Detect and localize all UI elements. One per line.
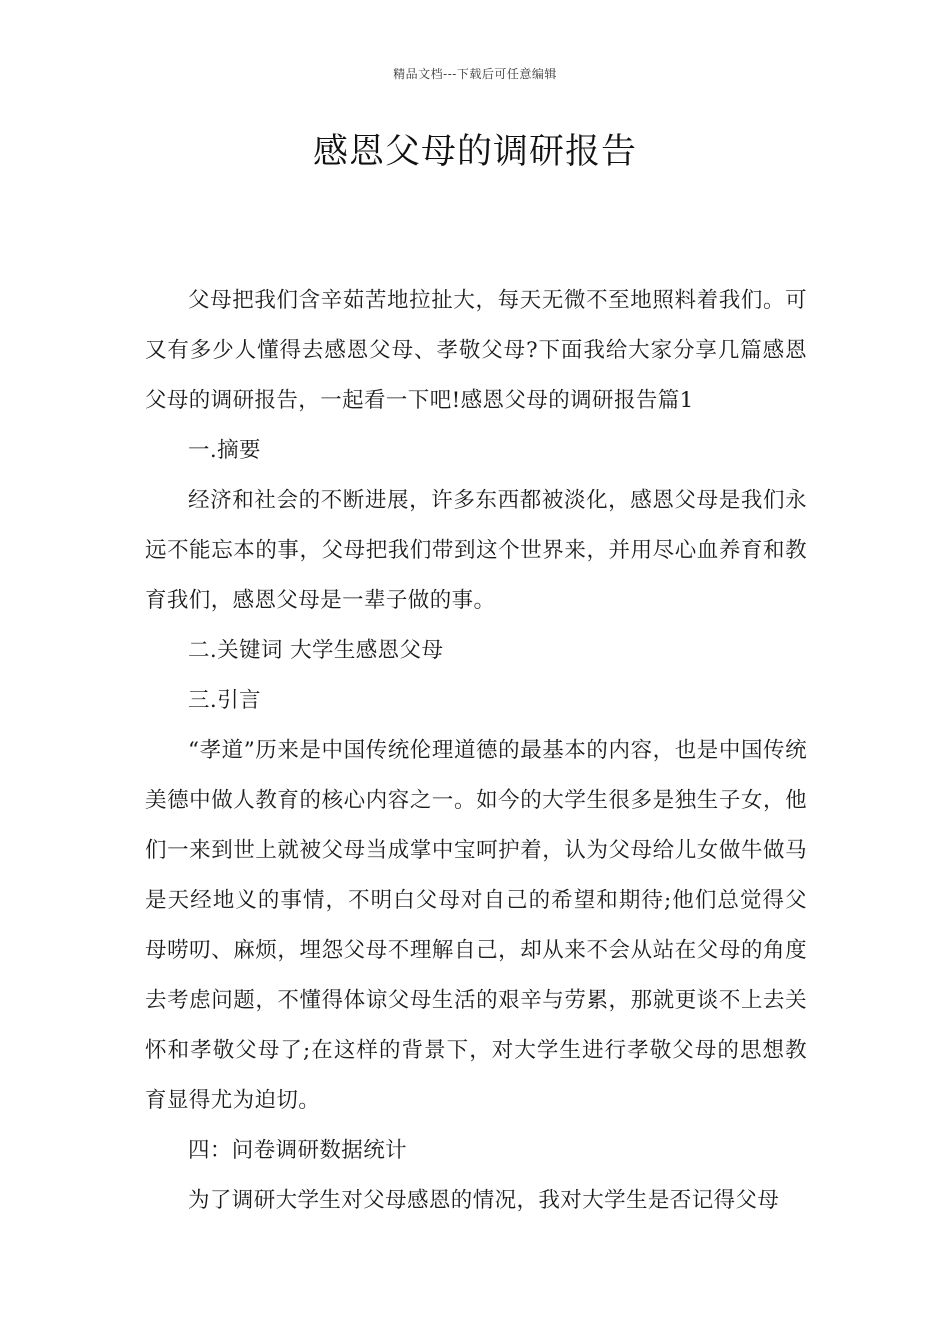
paragraph-intro: 父母把我们含辛茹苦地拉扯大，每天无微不至地照料着我们。可又有多少人懂得去感恩父母、孝敬父母?下面我给大家分享几篇感恩父母的调研报告，一起看一下吧!感恩父母的调研报告篇1 xyxy=(145,288,807,413)
document-title: 感恩父母的调研报告 xyxy=(312,132,637,172)
section-heading-survey: 四：问卷调研数据统计 xyxy=(188,1138,408,1163)
header-note: 精品文档---下载后可任意编辑 xyxy=(393,67,557,81)
section-heading-keywords: 二.关键词 大学生感恩父母 xyxy=(188,638,444,663)
paragraph-introduction: “孝道”历来是中国传统伦理道德的最基本的内容，也是中国传统美德中做人教育的核心内容之一。如今的大学生很多是独生子女，他们一来到世上就被父母当成掌中宝呵护着，认为父母给儿女做牛做马是天经地义的事情，不明白父母对自己的希望和期待;他们总觉得父母唠叨、麻烦，埋怨父母不理解自己，却从来不会从站在父母的角度去考虑问题，不懂得体谅父母生活的艰辛与劳累，那就更谈不上去关怀和孝敬父母了;在这样的背景下，对大学生进行孝敬父母的思想教育显得尤为迫切。 xyxy=(145,738,807,1113)
paragraph-abstract: 经济和社会的不断进展，许多东西都被淡化，感恩父母是我们永远不能忘本的事，父母把我们带到这个世界来，并用尽心血养育和教育我们，感恩父母是一辈子做的事。 xyxy=(145,488,807,613)
section-heading-introduction: 三.引言 xyxy=(188,688,261,713)
paragraph-survey: 为了调研大学生对父母感恩的情况，我对大学生是否记得父母 xyxy=(188,1188,780,1213)
section-heading-abstract: 一.摘要 xyxy=(188,438,261,463)
document-body xyxy=(145,276,807,1226)
